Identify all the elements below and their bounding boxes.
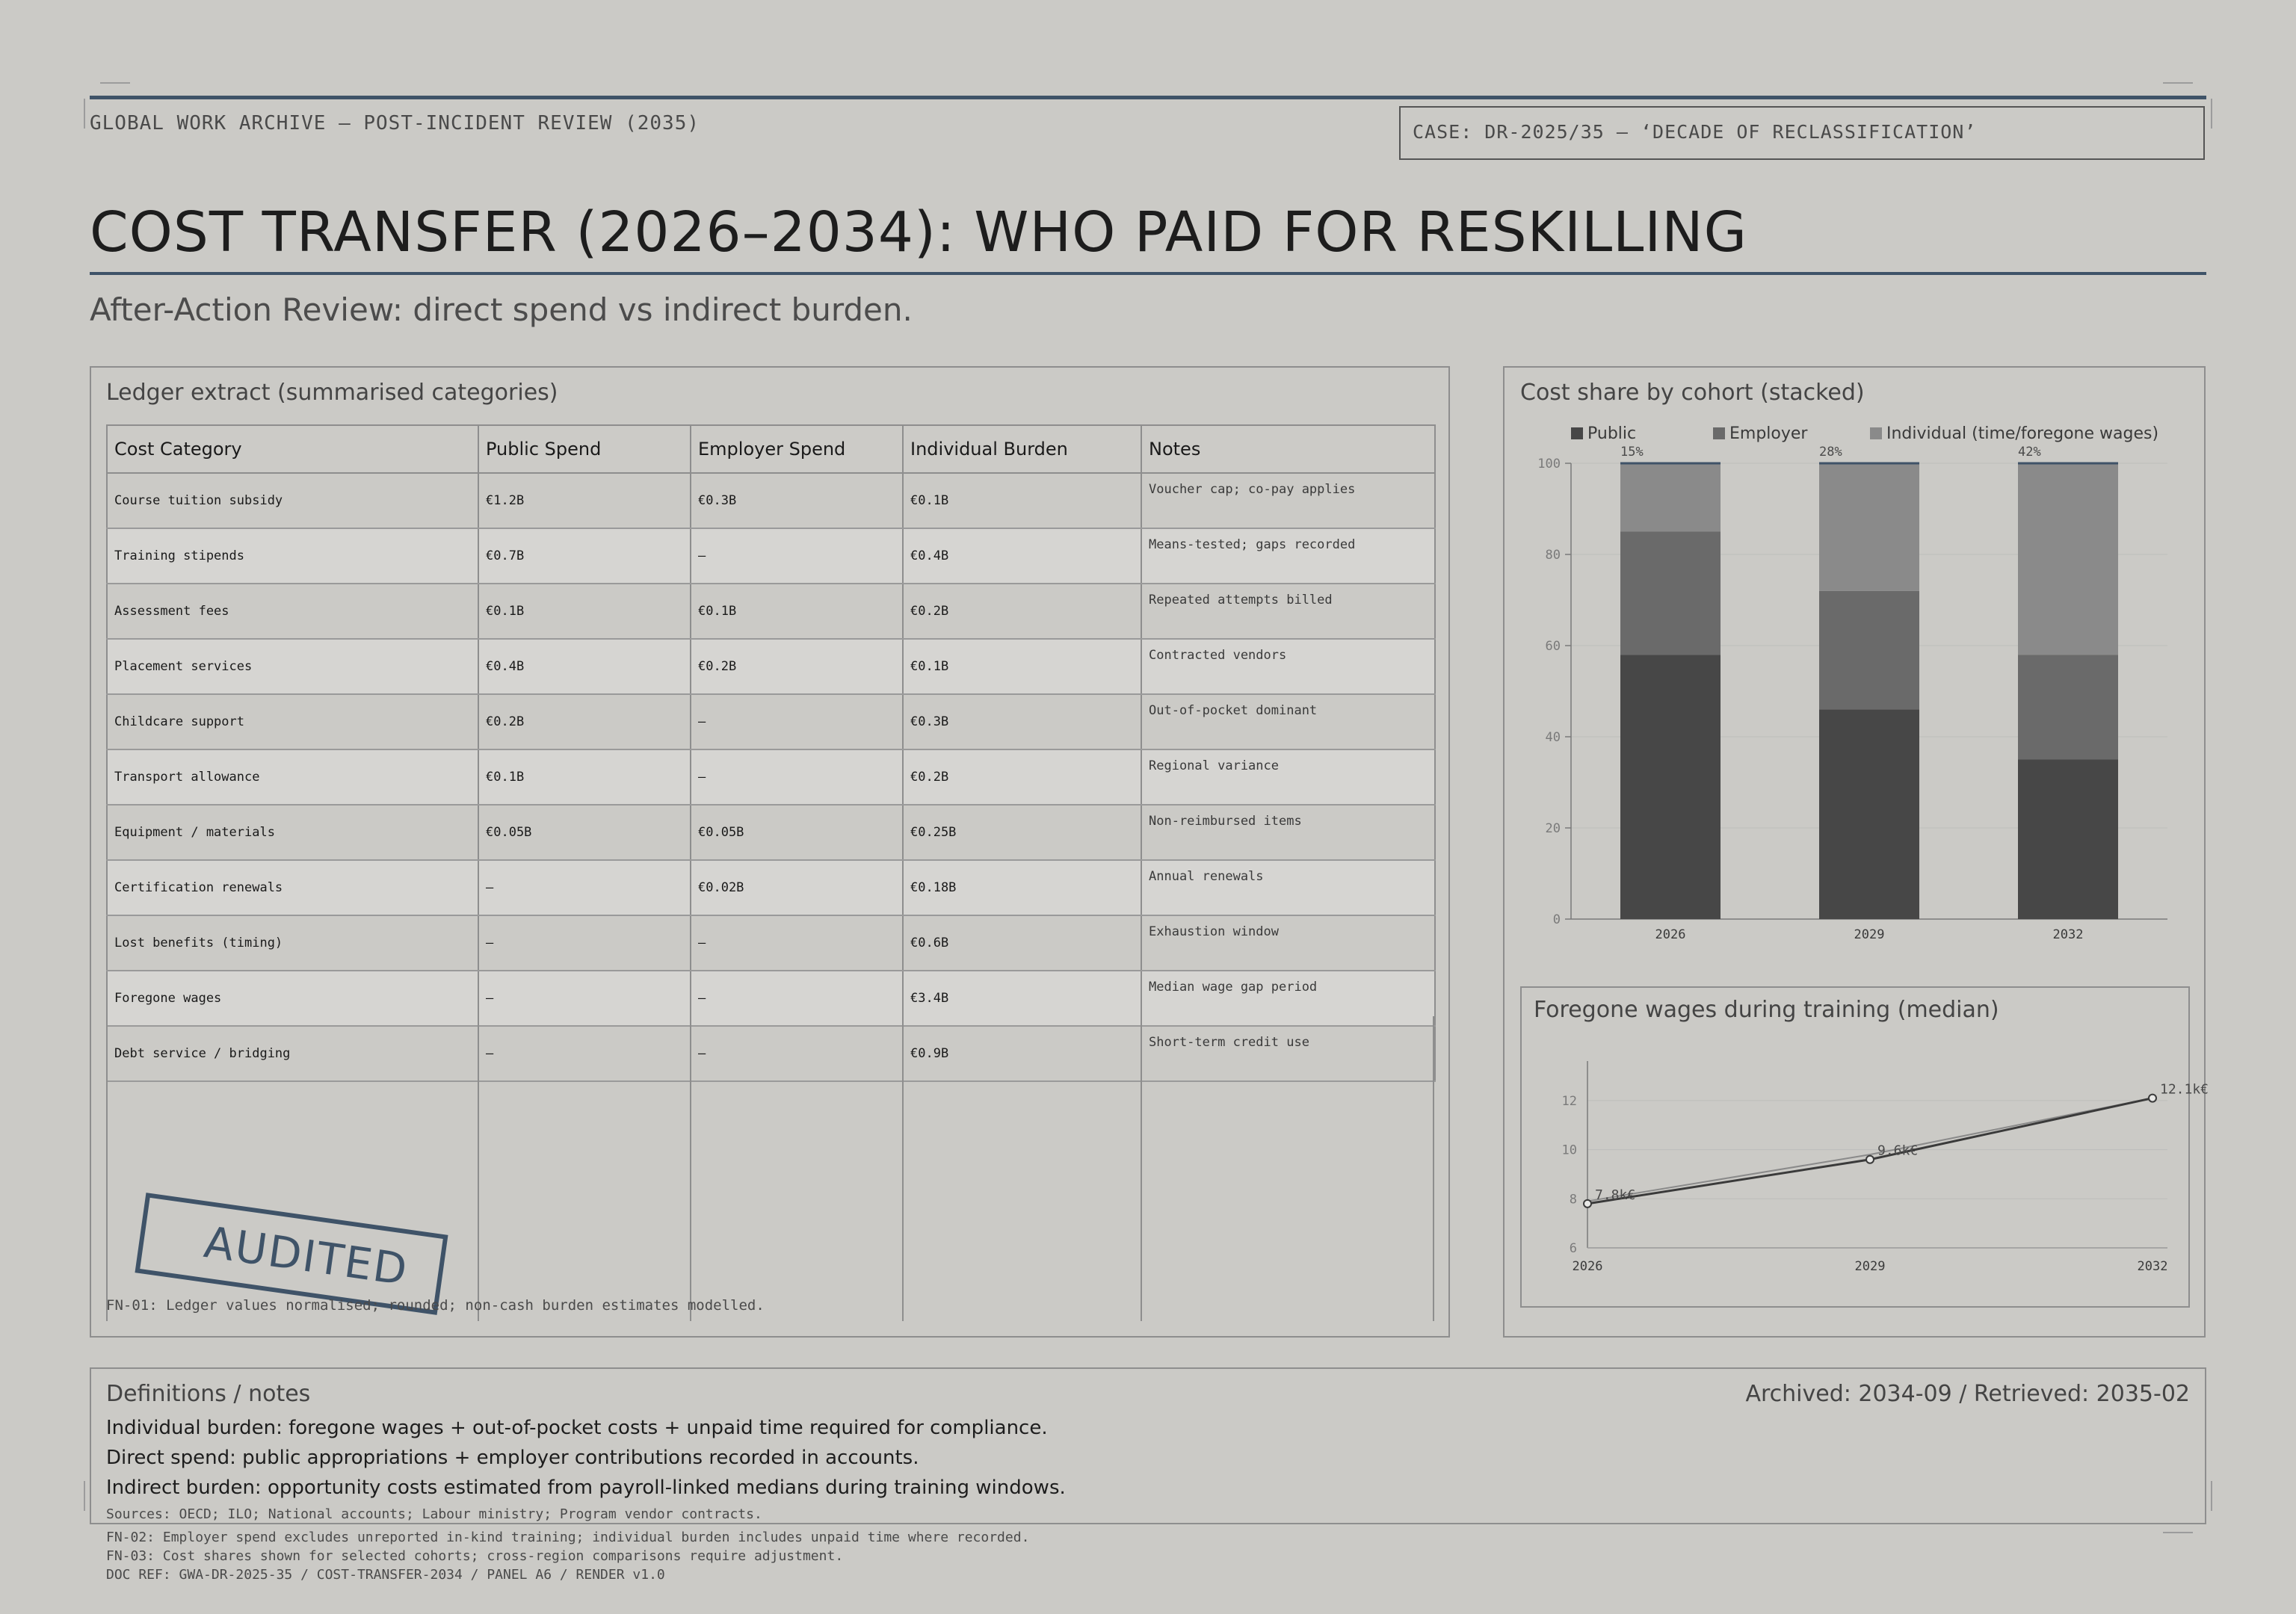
x-tick-label: 2026 — [1655, 927, 1686, 942]
stacked-bar-chart — [1510, 418, 2197, 956]
table-row — [107, 971, 1435, 1026]
ledger-footnote: FN-01: Ledger values normalised; rounded; non-cash burden estimates modelled. — [106, 1297, 765, 1314]
table-note-cell: Means-tested; gaps recorded — [1141, 528, 1435, 584]
table-cell: Course tuition subsidy — [107, 473, 478, 528]
legend-swatch — [1713, 427, 1725, 439]
corner-mark — [100, 82, 130, 84]
bar-segment — [2018, 463, 2118, 655]
table-cell: — — [691, 971, 903, 1026]
bar-segment — [1819, 463, 1919, 591]
y-tick-label: 8 — [1569, 1192, 1577, 1208]
table-cell: €0.4B — [478, 639, 691, 694]
table-cell: — — [691, 694, 903, 749]
table-cell: Lost benefits (timing) — [107, 915, 478, 971]
table-cell: €0.1B — [478, 749, 691, 805]
y-tick-label: 0 — [1552, 912, 1561, 927]
x-tick-label: 2029 — [1854, 927, 1885, 942]
ledger-header-row — [107, 425, 1435, 473]
x-tick-label: 2029 — [1854, 1259, 1886, 1274]
legend-label: Public — [1587, 424, 1637, 443]
stacked-chart-title: Cost share by cohort (stacked) — [1520, 380, 1865, 406]
ledger-title: Ledger extract (summarised categories) — [106, 380, 558, 406]
table-row — [107, 639, 1435, 694]
column-header: Cost Category — [107, 425, 478, 473]
table-cell: €0.05B — [691, 805, 903, 860]
table-cell: €0.02B — [691, 860, 903, 915]
table-cell: Placement services — [107, 639, 478, 694]
archived-date: Archived: 2034-09 / Retrieved: 2035-02 — [1745, 1381, 2190, 1407]
y-tick-label: 10 — [1561, 1143, 1577, 1158]
page-subtitle: After-Action Review: direct spend vs indirect burden. — [90, 291, 913, 328]
data-point — [1584, 1200, 1591, 1208]
table-cell: — — [478, 971, 691, 1026]
table-cell: €0.1B — [903, 473, 1141, 528]
column-line — [106, 1016, 108, 1321]
column-line — [478, 1016, 479, 1321]
table-cell: €0.05B — [478, 805, 691, 860]
x-tick-label: 2026 — [1572, 1259, 1603, 1274]
table-cell: — — [691, 915, 903, 971]
table-cell: Foregone wages — [107, 971, 478, 1026]
table-cell: Debt service / bridging — [107, 1026, 478, 1081]
definitions-title: Definitions / notes — [106, 1381, 311, 1407]
bar-top-label: 28% — [1819, 445, 1842, 460]
corner-mark — [2211, 99, 2212, 129]
bar-segment — [1620, 463, 1721, 532]
sources-line: Sources: OECD; ILO; National accounts; Labour ministry; Program vendor contracts. — [106, 1506, 762, 1522]
column-header: Public Spend — [478, 425, 691, 473]
table-note-cell: Out-of-pocket dominant — [1141, 694, 1435, 749]
table-note-cell: Short-term credit use — [1141, 1026, 1435, 1081]
table-cell: €0.25B — [903, 805, 1141, 860]
table-cell: Equipment / materials — [107, 805, 478, 860]
bar-segment — [1620, 532, 1721, 655]
line-chart-title: Foregone wages during training (median) — [1534, 997, 1999, 1023]
case-label: CASE: DR-2025/35 — ‘DECADE OF RECLASSIFICATION’ — [1399, 106, 2205, 160]
definition-line: Indirect burden: opportunity costs estimated from payroll-linked medians during training windows. — [106, 1477, 1066, 1499]
table-cell: €0.3B — [903, 694, 1141, 749]
corner-mark — [2163, 1532, 2193, 1533]
table-row — [107, 1026, 1435, 1081]
table-cell: €0.2B — [903, 749, 1141, 805]
legend-label: Individual (time/foregone wages) — [1886, 424, 2159, 443]
table-cell: €0.7B — [478, 528, 691, 584]
corner-mark — [2163, 82, 2193, 84]
x-tick-label: 2032 — [2052, 927, 2084, 942]
data-label: 12.1k€ — [2160, 1081, 2209, 1098]
table-cell: €0.3B — [691, 473, 903, 528]
table-cell: — — [478, 915, 691, 971]
bar-segment — [1620, 655, 1721, 919]
table-row — [107, 473, 1435, 528]
y-tick-label: 80 — [1545, 548, 1561, 563]
y-tick-label: 40 — [1545, 730, 1561, 745]
corner-mark — [84, 99, 85, 129]
table-note-cell: Median wage gap period — [1141, 971, 1435, 1026]
footnote-fn03: FN-03: Cost shares shown for selected cohorts; cross-region comparisons require adjustment. — [106, 1548, 844, 1564]
table-row — [107, 860, 1435, 915]
table-note-cell: Voucher cap; co-pay applies — [1141, 473, 1435, 528]
table-note-cell: Non-reimbursed items — [1141, 805, 1435, 860]
table-cell: €0.18B — [903, 860, 1141, 915]
bar-segment — [1819, 709, 1919, 919]
column-line — [690, 1016, 691, 1321]
table-cell: €0.2B — [478, 694, 691, 749]
data-label: 7.8k€ — [1595, 1187, 1636, 1203]
column-header: Employer Spend — [691, 425, 903, 473]
table-note-cell: Regional variance — [1141, 749, 1435, 805]
table-cell: €0.1B — [691, 584, 903, 639]
table-cell: Training stipends — [107, 528, 478, 584]
y-tick-label: 100 — [1537, 457, 1561, 471]
table-row — [107, 694, 1435, 749]
table-row — [107, 749, 1435, 805]
table-cell: — — [691, 1026, 903, 1081]
legend-swatch — [1571, 427, 1583, 439]
table-cell: Childcare support — [107, 694, 478, 749]
table-note-cell: Contracted vendors — [1141, 639, 1435, 694]
table-cell: Transport allowance — [107, 749, 478, 805]
ledger-body — [107, 473, 1435, 1081]
table-row — [107, 528, 1435, 584]
table-note-cell: Exhaustion window — [1141, 915, 1435, 971]
table-cell: €0.2B — [691, 639, 903, 694]
column-line — [1433, 1016, 1434, 1321]
legend-label: Employer — [1729, 424, 1808, 443]
table-note-cell: Repeated attempts billed — [1141, 584, 1435, 639]
table-cell: €0.1B — [478, 584, 691, 639]
table-cell: €0.4B — [903, 528, 1141, 584]
table-row — [107, 915, 1435, 971]
header-rule — [90, 96, 2206, 99]
y-tick-label: 12 — [1561, 1093, 1577, 1109]
ledger-table — [106, 424, 1436, 1082]
table-cell: €1.2B — [478, 473, 691, 528]
title-rule — [90, 272, 2206, 275]
corner-mark — [2211, 1481, 2212, 1511]
table-row — [107, 584, 1435, 639]
x-tick-label: 2032 — [2137, 1259, 2168, 1274]
audited-stamp: AUDITED — [135, 1193, 448, 1315]
y-tick-label: 20 — [1545, 821, 1561, 836]
data-point — [2149, 1095, 2156, 1102]
y-tick-label: 60 — [1545, 639, 1561, 654]
archive-label: GLOBAL WORK ARCHIVE — POST-INCIDENT REVIEW (2035) — [90, 112, 700, 134]
definition-line: Individual burden: foregone wages + out-of-pocket costs + unpaid time required for compliance. — [106, 1417, 1048, 1439]
table-cell: €3.4B — [903, 971, 1141, 1026]
table-cell: €0.9B — [903, 1026, 1141, 1081]
bar-top-label: 42% — [2018, 445, 2041, 460]
table-cell: — — [691, 749, 903, 805]
column-header: Notes — [1141, 425, 1435, 473]
table-row — [107, 805, 1435, 860]
column-line — [1141, 1016, 1142, 1321]
data-label: 9.6k€ — [1877, 1143, 1919, 1159]
column-line — [902, 1016, 904, 1321]
table-note-cell: Annual renewals — [1141, 860, 1435, 915]
table-cell: — — [478, 1026, 691, 1081]
bar-segment — [2018, 655, 2118, 759]
bar-segment — [2018, 760, 2118, 920]
definition-line: Direct spend: public appropriations + employer contributions recorded in accounts. — [106, 1447, 919, 1469]
data-point — [1866, 1156, 1874, 1163]
corner-mark — [84, 1481, 85, 1511]
table-cell: €0.2B — [903, 584, 1141, 639]
footnote-fn02: FN-02: Employer spend excludes unreported in-kind training; individual burden includes unpaid time where recorded. — [106, 1530, 1030, 1545]
table-cell: Assessment fees — [107, 584, 478, 639]
table-cell: €0.6B — [903, 915, 1141, 971]
doc-ref: DOC REF: GWA-DR-2025-35 / COST-TRANSFER-2034 / PANEL A6 / RENDER v1.0 — [106, 1567, 665, 1583]
table-cell: — — [478, 860, 691, 915]
legend-swatch — [1870, 427, 1882, 439]
page-title: COST TRANSFER (2026–2034): WHO PAID FOR RESKILLING — [90, 200, 1747, 265]
bar-top-label: 15% — [1620, 445, 1644, 460]
table-cell: Certification renewals — [107, 860, 478, 915]
column-header: Individual Burden — [903, 425, 1141, 473]
table-cell: €0.1B — [903, 639, 1141, 694]
line-chart — [1525, 1031, 2209, 1285]
table-cell: — — [691, 528, 903, 584]
y-tick-label: 6 — [1569, 1241, 1577, 1256]
bar-segment — [1819, 591, 1919, 710]
